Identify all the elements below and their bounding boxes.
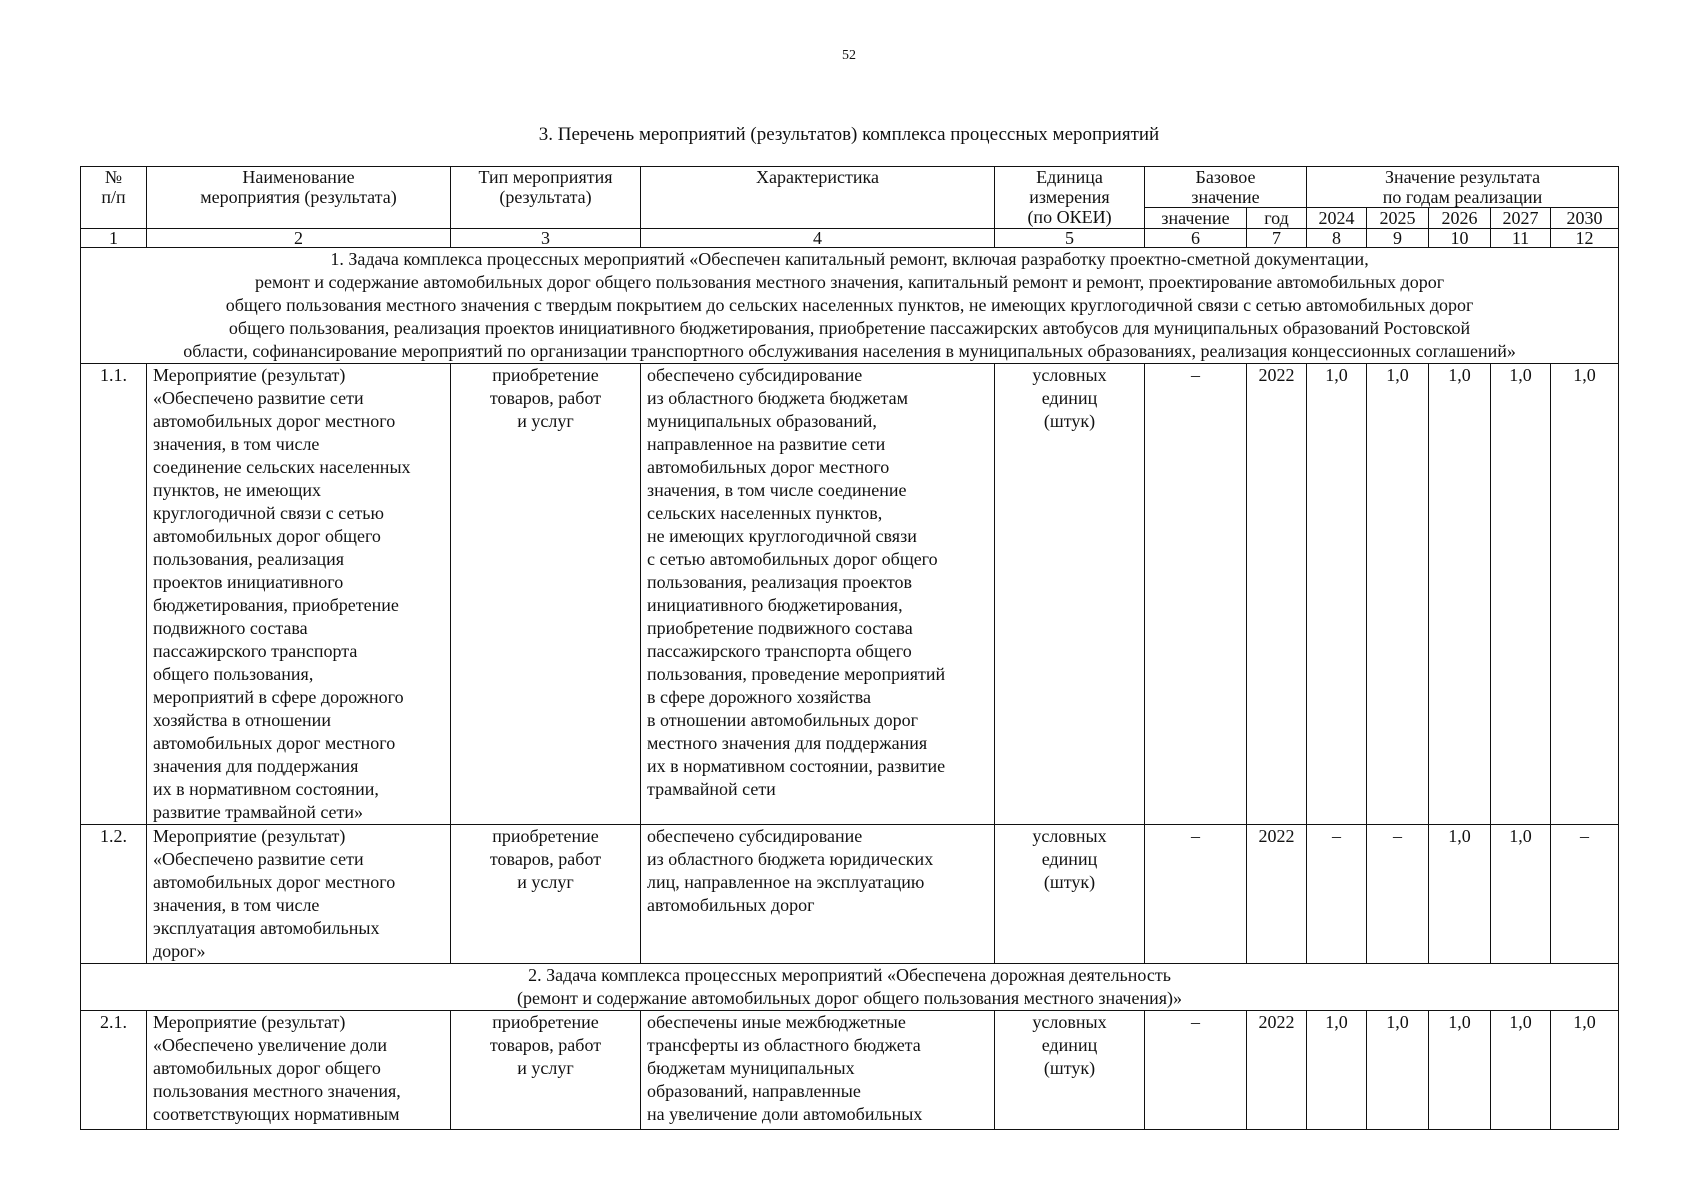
row-characteristic: обеспечено субсидирование из областного бюджета юридических лиц, направленное на эксплуатацию автомобильных дорог — [641, 825, 995, 964]
row-value-2030: 1,0 — [1551, 364, 1619, 825]
column-number: 8 — [1307, 229, 1367, 248]
row-value-2030: – — [1551, 825, 1619, 964]
row-value-2026: 1,0 — [1429, 364, 1491, 825]
row-name: Мероприятие (результат) «Обеспечено развитие сети автомобильных дорог местного значения, в том числе соединение сельских населенных пунктов, не имеющих круглогодичной связи с сетью автомобильных дорог общего пользования, реализация проектов инициативного бюджетирования, приобретение подвижного состава пассажирского транспорта общего пользования, мероприятий в сфере дорожного хозяйства в отношении автомобильных дорог местного значения для поддержания их в нормативном состоянии, развитие трамвайной сети» — [147, 364, 451, 825]
document-title: 3. Перечень мероприятий (результатов) комплекса процессных мероприятий — [538, 124, 1160, 145]
column-number: 4 — [641, 229, 995, 248]
column-number: 12 — [1551, 229, 1619, 248]
page-number: 52 — [842, 48, 856, 63]
header-result: Значение результата по годам реализации — [1307, 167, 1619, 208]
column-number: 7 — [1247, 229, 1307, 248]
column-numbers-row — [81, 229, 1619, 248]
column-number: 6 — [1145, 229, 1247, 248]
row-base-value: – — [1145, 1011, 1247, 1130]
task-row — [81, 248, 1619, 364]
header-year: 2027 — [1491, 208, 1551, 229]
row-value-2027: 1,0 — [1491, 825, 1551, 964]
column-number: 3 — [451, 229, 641, 248]
row-base-year: 2022 — [1247, 364, 1307, 825]
row-value-2025: 1,0 — [1367, 1011, 1429, 1130]
header-unit: Единица измерения (по ОКЕИ) — [995, 167, 1145, 229]
header-num: № п/п — [81, 167, 147, 229]
row-value-2027: 1,0 — [1491, 364, 1551, 825]
row-characteristic: обеспечены иные межбюджетные трансферты из областного бюджета бюджетам муниципальных образований, направленные на увеличение доли автомобильных — [641, 1011, 995, 1130]
header-base-year: год — [1247, 208, 1307, 229]
header-year: 2026 — [1429, 208, 1491, 229]
row-base-year: 2022 — [1247, 825, 1307, 964]
row-name: Мероприятие (результат) «Обеспечено развитие сети автомобильных дорог местного значения, в том числе эксплуатация автомобильных дорог» — [147, 825, 451, 964]
column-number: 9 — [1367, 229, 1429, 248]
column-number: 2 — [147, 229, 451, 248]
header-year: 2030 — [1551, 208, 1619, 229]
column-number: 10 — [1429, 229, 1491, 248]
table-row — [81, 1011, 1619, 1130]
row-value-2024: – — [1307, 825, 1367, 964]
row-base-value: – — [1145, 825, 1247, 964]
task-2-text: 2. Задача комплекса процессных мероприятий «Обеспечена дорожная деятельность (ремонт и содержание автомобильных дорог общего пользования местного значения)» — [81, 964, 1619, 1011]
task-1-text: 1. Задача комплекса процессных мероприятий «Обеспечен капитальный ремонт, включая разработку проектно-сметной документации, ремонт и содержание автомобильных дорог общего пользования местного значения, капитальный ремонт и ремонт, проектирование автомобильных дорог общего пользования местного значения с твердым покрытием до сельских населенных пунктов, не имеющих круглогодичной связи с сетью автомобильных дорог общего пользования, реализация проектов инициативного бюджетирования, приобретение пассажирских автобусов для муниципальных образований Ростовской области, софинансирование мероприятий по организации транспортного обслуживания населения в муниципальных образованиях, реализация концессионных соглашений» — [81, 248, 1619, 364]
row-num: 1.2. — [81, 825, 147, 964]
header-base: Базовое значение — [1145, 167, 1307, 208]
row-num: 2.1. — [81, 1011, 147, 1130]
row-value-2026: 1,0 — [1429, 825, 1491, 964]
row-value-2024: 1,0 — [1307, 364, 1367, 825]
row-type: приобретение товаров, работ и услуг — [451, 1011, 641, 1130]
row-characteristic: обеспечено субсидирование из областного бюджета бюджетам муниципальных образований, направленное на развитие сети автомобильных дорог местного значения, в том числе соединение сельских населенных пунктов, не имеющих круглогодичной связи с сетью автомобильных дорог общего пользования, реализация проектов инициативного бюджетирования, приобретение подвижного состава пассажирского транспорта общего пользования, проведение мероприятий в сфере дорожного хозяйства в отношении автомобильных дорог местного значения для поддержания их в нормативном состоянии, развитие трамвайной сети — [641, 364, 995, 825]
row-value-2026: 1,0 — [1429, 1011, 1491, 1130]
row-name: Мероприятие (результат) «Обеспечено увеличение доли автомобильных дорог общего пользования местного значения, соответствующих нормативным — [147, 1011, 451, 1130]
row-value-2024: 1,0 — [1307, 1011, 1367, 1130]
task-row — [81, 964, 1619, 1011]
row-type: приобретение товаров, работ и услуг — [451, 364, 641, 825]
header-year: 2024 — [1307, 208, 1367, 229]
header-year: 2025 — [1367, 208, 1429, 229]
row-unit: условных единиц (штук) — [995, 364, 1145, 825]
column-number: 1 — [81, 229, 147, 248]
header-name: Наименование мероприятия (результата) — [147, 167, 451, 229]
row-num: 1.1. — [81, 364, 147, 825]
header-base-value: значение — [1145, 208, 1247, 229]
row-unit: условных единиц (штук) — [995, 1011, 1145, 1130]
row-base-year: 2022 — [1247, 1011, 1307, 1130]
activities-table — [80, 166, 1619, 1130]
table-row — [81, 364, 1619, 825]
row-value-2030: 1,0 — [1551, 1011, 1619, 1130]
column-number: 11 — [1491, 229, 1551, 248]
row-value-2027: 1,0 — [1491, 1011, 1551, 1130]
row-value-2025: 1,0 — [1367, 364, 1429, 825]
header-row — [81, 167, 1619, 208]
column-number: 5 — [995, 229, 1145, 248]
header-type: Тип мероприятия (результата) — [451, 167, 641, 229]
row-base-value: – — [1145, 364, 1247, 825]
row-type: приобретение товаров, работ и услуг — [451, 825, 641, 964]
header-characteristic: Характеристика — [641, 167, 995, 229]
row-value-2025: – — [1367, 825, 1429, 964]
table-row — [81, 825, 1619, 964]
row-unit: условных единиц (штук) — [995, 825, 1145, 964]
